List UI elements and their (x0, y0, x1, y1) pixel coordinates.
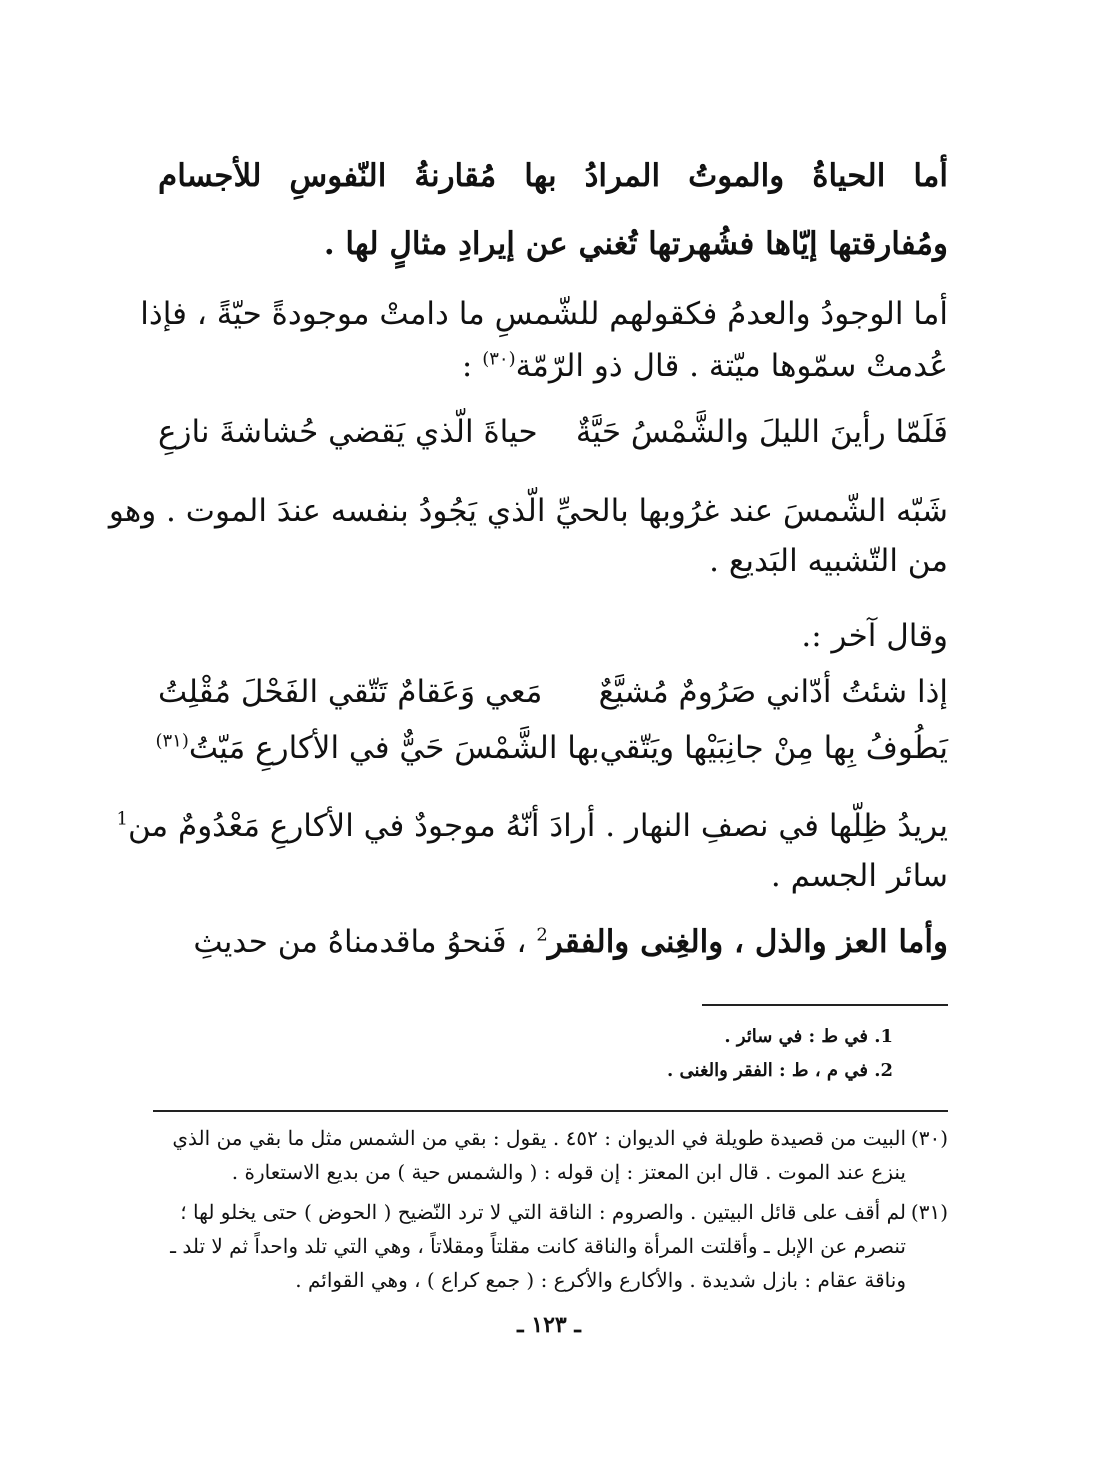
endnote-ref-31: (٣١) (155, 730, 189, 752)
paragraph-4: وقال آخر :. (801, 618, 948, 654)
endnote-ref-30: (٣٠) (482, 348, 516, 370)
endnote-31-line-2: تنصرم عن الإبل ـ وأقلتت المرأة والناقة كانت مقلتاً ومقلاتاً ، وهي التي تلد واحداً ثم لا تلد ـ (170, 1234, 906, 1258)
paragraph-2-text: عُدمتْ سمّوها ميّتة . قال ذو الرّمّة (515, 348, 948, 384)
verse-2-first-hemistich: إذا شئتُ أدّاني صَرُومٌ مُشيَّعٌ (598, 674, 948, 710)
endnote-31-line-3: وناقة عقام : بازل شديدة . والأكارع والأكرع : ( جمع كراع ) ، وهي القوائم . (295, 1268, 906, 1292)
endnote-31-line-1 (180, 1200, 948, 1224)
page-number: ـ ١٢٣ ـ (517, 1312, 581, 1338)
paragraph-6-text: ، فَنحوُ ماقدمناهُ من حديثِ (193, 924, 537, 960)
verse-3 (155, 730, 948, 766)
footnote-ref-1: 1 (116, 808, 128, 830)
verse-3-second-text: بها الشَّمْسَ حَيٌّ في الأكارعِ مَيّتُ (188, 730, 600, 766)
verse-1-second-hemistich: حياةَ الّذي يَقضي حُشاشةَ نازعِ (158, 414, 538, 450)
verse-2 (158, 674, 948, 710)
footnote-separator (702, 1004, 948, 1006)
paragraph-5-line-1 (116, 808, 948, 844)
paragraph-3-line-2: من التّشبيه البَديع . (709, 543, 948, 579)
footnote-1: 1. في ط : في سائر . (724, 1026, 893, 1047)
endnote-30-text-1: البيت من قصيدة طويلة في الديوان : ٤٥٢ . يقول : بقي من الشمس مثل ما بقي من الذي (172, 1126, 906, 1150)
verse-2-second-hemistich: مَعي وَعَقامٌ تَتّقي الفَحْلَ مُقْلِتُ (158, 674, 543, 710)
verse-3-second-hemistich (155, 730, 599, 766)
paragraph-6-bold-text: وأما العز والذل ، والغِنى والفقر (547, 924, 948, 960)
paragraph-2-line-1: أما الوجودُ والعدمُ فكقولهم للشّمسِ ما دامتْ موجودةً حيّةً ، فإذا (140, 296, 948, 332)
paragraph-2-colon: : (461, 348, 483, 384)
verse-1-first-hemistich: فَلَمّا رأينَ الليلَ والشَّمْسُ حَيَّةٌ (575, 414, 948, 450)
endnote-30-line-1 (172, 1126, 948, 1150)
verse-1 (158, 414, 948, 450)
paragraph-1-line-2: ومُفارقتها إيّاها فشُهرتها تُغني عن إيرادِ مثالٍ لها . (323, 226, 948, 262)
paragraph-6-line-1 (158, 924, 948, 960)
paragraph-1-line-1: أما الحياةُ والموتُ المرادُ بها مُقارنةُ النّفوسِ للأجسام (158, 158, 948, 194)
endnote-31-number: (٣١) (910, 1200, 948, 1224)
endnote-separator (153, 1110, 948, 1112)
paragraph-2-line-2 (158, 348, 948, 384)
paragraph-5-line-2: سائر الجسم . (770, 858, 948, 894)
paragraph-3-line-1: شَبّه الشّمسَ عند غرُوبها بالحيِّ الّذي يَجُودُ بنفسه عندَ الموت . وهو (108, 493, 948, 529)
endnote-30-line-2: ينزع عند الموت . قال ابن المعتز : إن قوله : ( والشمس حية ) من بديع الاستعارة . (231, 1160, 906, 1184)
endnote-31-text-1: لم أقف على قائل البيتين . والصروم : الناقة التي لا ترد النّضيح ( الحوض ) حتى يخلو لها ؛ (180, 1200, 906, 1224)
paragraph-5-text: يريدُ ظِلّها في نصفِ النهار . أرادَ أنّهُ موجودٌ في الأكارعِ مَعْدُومٌ من (127, 808, 948, 844)
footnote-2: 2. في م ، ط : الفقر والغنى . (667, 1060, 893, 1081)
footnote-ref-2: 2 (536, 924, 548, 946)
endnote-30-number: (٣٠) (910, 1126, 948, 1150)
verse-3-first-hemistich: يَطُوفُ بِها مِنْ جانِبَيْها ويَتّقي (599, 730, 948, 766)
